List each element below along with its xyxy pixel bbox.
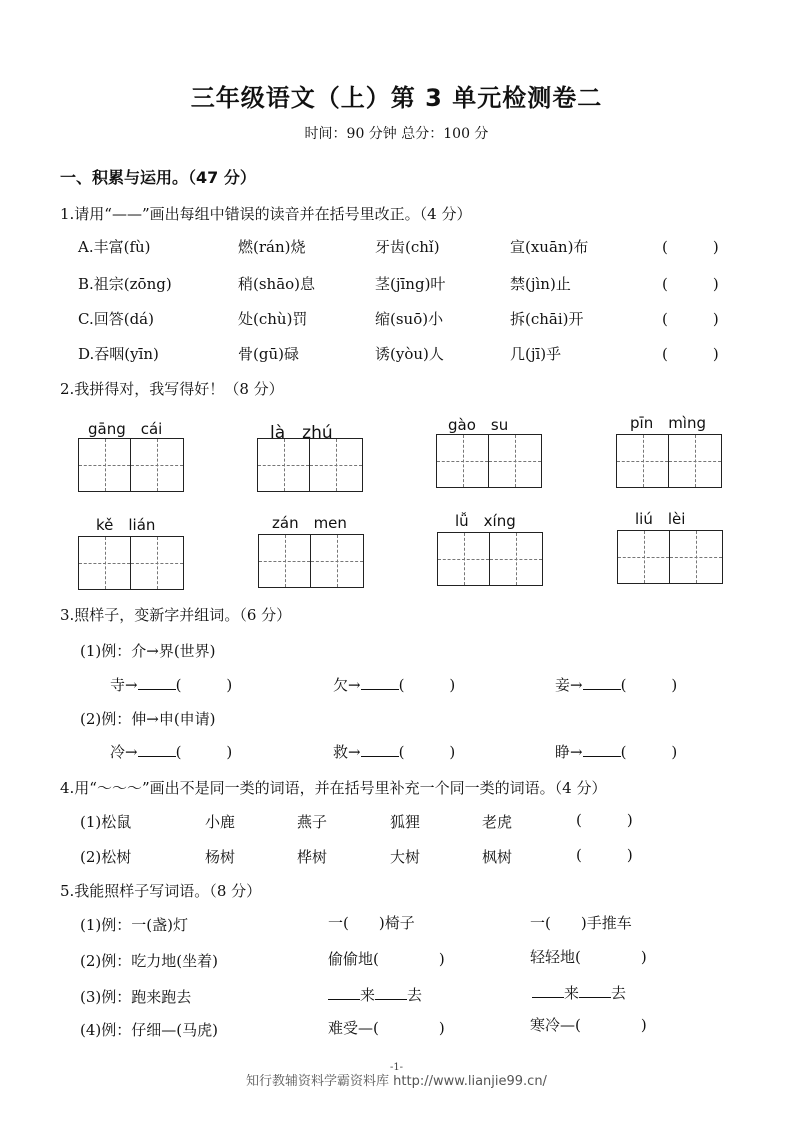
pinyin-label: gào su <box>448 416 509 434</box>
question-2-prompt: 2.我拼得对，我写得好！（8 分） <box>60 380 284 398</box>
q5-example-1: (1)例：一(盏)灯 <box>80 916 188 934</box>
q3-row1-item[interactable]: 寺→ ( ) <box>110 676 233 694</box>
question-5-prompt: 5.我能照样子写词语。（8 分） <box>60 882 262 900</box>
q5-answer-3b[interactable]: 来 去 <box>532 982 626 1003</box>
writing-grid[interactable] <box>436 434 542 488</box>
q1-d-item-1: D.吞咽(yīn) <box>78 345 159 363</box>
q4-row1-word: (1)松鼠 <box>80 813 132 831</box>
q1-c-item-3: 缩(suō)小 <box>375 310 444 328</box>
q4-row1-word: 燕子 <box>297 813 328 831</box>
question-1-prompt: 1.请用“——”画出每组中错误的读音并在括号里改正。（4 分） <box>60 205 472 223</box>
q3-example-2: (2)例：伸→申(申请) <box>80 710 216 728</box>
writing-grid[interactable] <box>617 530 723 584</box>
q1-d-item-3: 诱(yòu)人 <box>375 345 444 363</box>
q5-answer-3a[interactable]: 来 去 <box>328 984 422 1005</box>
q4-row2-word: 杨树 <box>205 848 236 866</box>
q1-d-item-2: 骨(gū)碌 <box>238 345 299 363</box>
q4-row2-answer-paren[interactable]: ( ) <box>576 846 633 864</box>
q1-a-answer-paren[interactable]: ( ) <box>662 238 719 256</box>
q4-row1-word: 狐狸 <box>390 813 421 831</box>
pinyin-label: gāng cái <box>88 420 163 438</box>
q3-row2-item[interactable]: 救→ ( ) <box>333 743 456 761</box>
q1-a-item-2: 燃(rán)烧 <box>238 238 306 256</box>
q4-row2-word: (2)松树 <box>80 848 132 866</box>
q1-c-item-1: C.回答(dá) <box>78 310 154 328</box>
q1-a-item-4: 宣(xuān)布 <box>510 238 589 256</box>
q4-row1-word: 老虎 <box>482 813 513 831</box>
writing-grid[interactable] <box>257 438 363 492</box>
writing-grid[interactable] <box>616 434 722 488</box>
q5-answer-2a[interactable]: 偷偷地( ) <box>328 950 445 968</box>
question-3-prompt: 3.照样子，变新字并组词。（6 分） <box>60 606 292 624</box>
page-number: -1- <box>389 1062 404 1073</box>
q5-answer-2b[interactable]: 轻轻地( ) <box>530 948 647 966</box>
pinyin-label: zán men <box>272 514 347 532</box>
q3-row2-item[interactable]: 冷→ ( ) <box>110 743 233 761</box>
q1-b-item-3: 茎(jīng)叶 <box>375 275 446 293</box>
pinyin-label: là zhú <box>270 423 333 443</box>
q1-c-item-4: 拆(chāi)开 <box>510 310 584 328</box>
writing-grid[interactable] <box>437 532 543 586</box>
writing-grid[interactable] <box>78 438 184 492</box>
q5-example-2: (2)例：吃力地(坐着) <box>80 952 218 970</box>
q5-answer-1b[interactable]: 一( )手推车 <box>530 914 632 932</box>
q4-row2-word: 枫树 <box>482 848 513 866</box>
q1-b-item-4: 禁(jìn)止 <box>510 275 571 293</box>
footer-watermark: 知行教辅资料学霸资料库 http://www.lianjie99.cn/ <box>246 1074 547 1089</box>
q4-row2-word: 桦树 <box>297 848 328 866</box>
pinyin-label: kě lián <box>96 516 156 534</box>
q5-answer-4a[interactable]: 难受—( ) <box>328 1019 445 1037</box>
q1-a-item-1: A.丰富(fù) <box>78 238 151 256</box>
page-title: 三年级语文（上）第 3 单元检测卷二 <box>190 84 603 112</box>
q5-example-3: (3)例：跑来跑去 <box>80 988 192 1006</box>
q1-c-item-2: 处(chù)罚 <box>238 310 308 328</box>
q1-c-answer-paren[interactable]: ( ) <box>662 310 719 328</box>
pinyin-label: lǚ xíng <box>455 512 516 530</box>
q3-example-1: (1)例：介→界(世界) <box>80 642 216 660</box>
pinyin-label: liú lèi <box>635 510 686 528</box>
q1-b-item-1: B.祖宗(zōng) <box>78 275 172 293</box>
q3-row1-item[interactable]: 妾→ ( ) <box>555 676 678 694</box>
section-heading: 一、积累与运用。（47 分） <box>60 168 256 187</box>
q5-example-4: (4)例：仔细—(马虎) <box>80 1021 218 1039</box>
writing-grid[interactable] <box>258 534 364 588</box>
q3-row2-item[interactable]: 睁→ ( ) <box>555 743 678 761</box>
q1-d-item-4: 几(jī)乎 <box>510 345 562 363</box>
q4-row1-word: 小鹿 <box>205 813 236 831</box>
q1-b-item-2: 稍(shāo)息 <box>238 275 316 293</box>
exam-info: 时间：90 分钟 总分：100 分 <box>304 126 489 142</box>
pinyin-label: pīn mìng <box>630 414 707 432</box>
q1-d-answer-paren[interactable]: ( ) <box>662 345 719 363</box>
q5-answer-4b[interactable]: 寒冷—( ) <box>530 1016 647 1034</box>
q3-row1-item[interactable]: 欠→ ( ) <box>333 676 456 694</box>
q1-b-answer-paren[interactable]: ( ) <box>662 275 719 293</box>
q1-a-item-3: 牙齿(chǐ) <box>375 238 440 256</box>
q5-answer-1a[interactable]: 一( )椅子 <box>328 914 415 932</box>
writing-grid[interactable] <box>78 536 184 590</box>
question-4-prompt: 4.用“～～～”画出不是同一类的词语，并在括号里补充一个同一类的词语。（4 分） <box>60 779 607 797</box>
q4-row2-word: 大树 <box>390 848 421 866</box>
q4-row1-answer-paren[interactable]: ( ) <box>576 811 633 829</box>
